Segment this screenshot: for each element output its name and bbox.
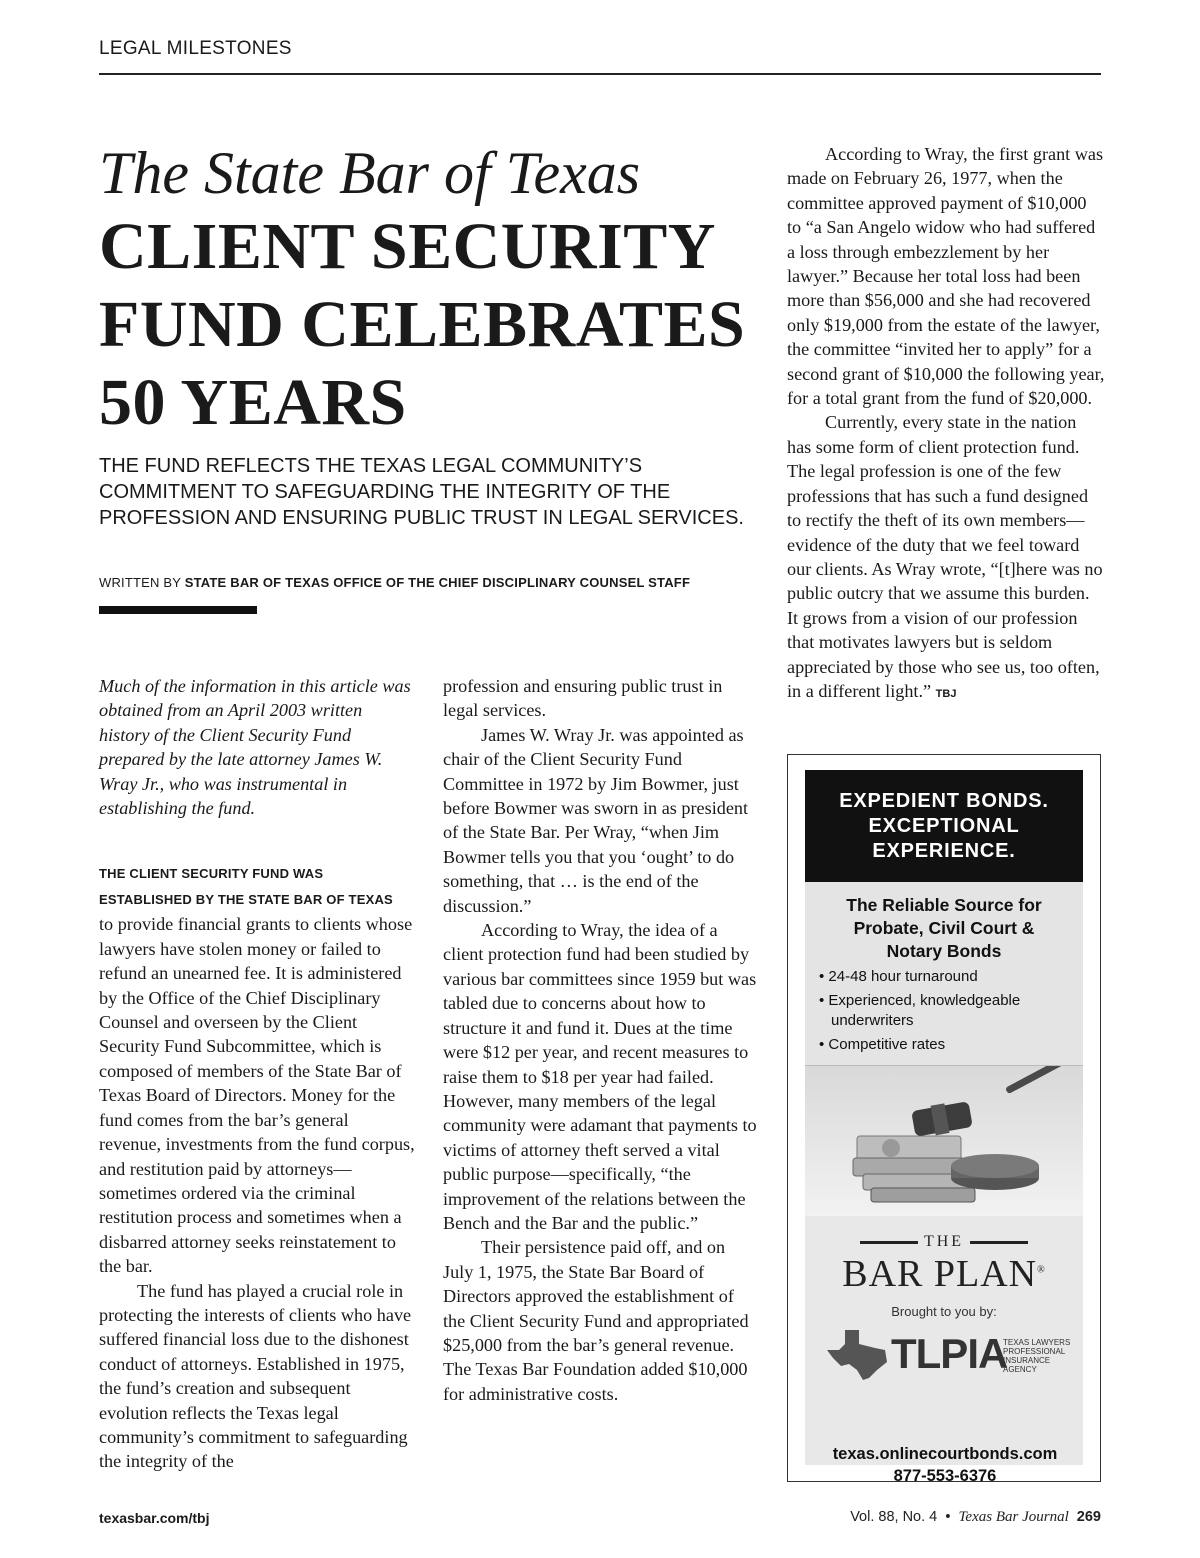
intro-note: Much of the information in this article was obtained from an April 2003 written history of the Client Security Fund prepared by the late attorney James W. Wray Jr., who was instrumental in establishing the fund. [99,676,411,819]
footer-separator: • [945,1509,951,1525]
paragraph: James W. Wray Jr. was appointed as chair of the Client Security Fund Committee in 1972 by Jim Bowmer, just before Bowmer was sworn in as president of the State Bar. Per Wray, “when Jim Bowmer tells you that you ‘ought’ to do something, that … is the end of the discussion.” [443,724,749,916]
brought-to-you-by: Brought to you by: [891,1304,997,1319]
paragraph: profession and ensuring public trust in legal services. [443,676,723,721]
byline-author: STATE BAR OF TEXAS OFFICE OF THE CHIEF DISCIPLINARY COUNSEL STAFF [184,575,691,590]
tlpia-name-line: INSURANCE [1003,1356,1051,1365]
deck-line: COMMITMENT TO SAFEGUARDING THE INTEGRITY OF THE [99,481,671,503]
ad-subhead-line: Probate, Civil Court & [853,918,1035,938]
issue-number: Vol. 88, No. 4 [850,1509,938,1525]
headline-line: FUND CELEBRATES [99,288,746,361]
end-mark: TBJ [935,687,957,700]
bar-plan-logo [805,1252,1083,1296]
ad-contact [788,1443,1102,1487]
registered-mark: ® [1037,1264,1046,1276]
paragraph: The fund has played a crucial role in protecting the interests of clients who have suffered financial loss due to the dishonest conduct of attorneys. Established in 1975, the fund’s creation and subsequent evolution reflects the Texas legal community’s commitment to safeguarding the integrity of the [99,1280,412,1472]
ad-headline [805,770,1083,882]
title-kicker: The State Bar of Texas [99,140,641,206]
ad-subhead [805,894,1083,963]
byline-prefix: WRITTEN BY [99,575,185,590]
deck-line: PROFESSION AND ENSURING PUBLIC TRUST IN LEGAL SERVICES. [99,507,744,529]
paragraph: According to Wray, the first grant was made on February 26, 1977, when the committee approved payment of $10,000 to “a San Angelo widow who had suffered a loss through embezzlement by her lawyer.” Because her total loss had been more than $56,000 and she had recovered only $19,000 from the estate of the lawyer, the committee “invited her to apply” for a second grant of $10,000 the following year, for a total grant from the fund of $20,000. [787,144,1105,409]
tlpia-wordmark: TLPIA [891,1330,1008,1377]
bar-plan-the-text: THE [923,1233,965,1250]
ad-brand-area [805,1216,1083,1465]
header-rule [99,73,1101,75]
tlpia-name-line: PROFESSIONAL [1003,1347,1066,1356]
article-column-2 [443,674,759,1406]
article-column-3 [787,142,1105,706]
bar-plan-name: BAR PLAN [842,1253,1038,1295]
lead-in: THE CLIENT SECURITY FUND WAS ESTABLISHED BY THE STATE BAR OF TEXAS [99,866,393,908]
journal-name: Texas Bar Journal [958,1509,1069,1525]
tlpia-logo [825,1326,1075,1386]
ad-headline-line: EXCEPTIONAL [868,815,1020,837]
paragraph: According to Wray, the idea of a client protection fund had been studied by various bar committees since 1959 but was tabled due to concerns about how to structure it and fund it. Dues at the time were $12 per year, and recent measures to raise them to $18 per year had failed. However, many members of the legal community were adamant that payments to victims of attorney theft served a vital public purpose—specifically, “the improvement of the relations between the Bench and the Bar and the public.” [443,920,757,1233]
ad-panel [805,770,1083,1465]
ad-url-link[interactable]: texas.onlinecourtbonds.com [832,1445,1058,1463]
paragraph-text: Currently, every state in the nation has some form of client protection fund. The legal profession is one of the few professions that has such a fund designed to rectify the theft of its own members—evidence of the duty that we feel toward our clients. As Wray wrote, “[t]here was no public outcry that we assume this burden. It grows from a vision of our profession that motivates lawyers but is seldom appreciated by those who see us, too often, in a different light.” [787,412,1103,701]
page-number: 269 [1076,1509,1101,1525]
texas-map-icon [825,1328,889,1382]
paragraph-text: to provide financial grants to clients whose lawyers have stolen money or failed to refund an unearned fee. It is administered by the Office of the Chief Disciplinary Counsel and overseen by the Client Security Fund Subcommittee, which is composed of members of the State Bar of Texas Board of Directors. Money for the fund comes from the bar’s general revenue, investments from the fund corpus, and restitution paid by attorneys—sometimes ordered via the criminal restitution process and sometimes when a disbarred attorney seeks reinstatement to the bar. [99,914,415,1277]
deck-line: THE FUND REFLECTS THE TEXAS LEGAL COMMUNITY’S [99,455,643,477]
tlpia-full-name [1003,1338,1070,1374]
headline-line: 50 YEARS [99,366,407,439]
section-label: LEGAL MILESTONES [99,38,292,59]
ad-subhead-line: Notary Bonds [886,941,1002,961]
footer-site-link[interactable]: texasbar.com/tbj [99,1510,210,1526]
ad-bullet-list [819,967,1079,1059]
gavel-icon [805,1066,1083,1216]
bond-advertisement[interactable] [787,754,1101,1485]
gavel-money-photo [805,1065,1083,1217]
headline [99,208,779,442]
ad-subhead-line: The Reliable Source for [846,895,1042,915]
ad-headline-line: EXPERIENCE. [872,840,1016,862]
byline [99,575,690,590]
tlpia-name-line: AGENCY [1003,1365,1037,1374]
ad-headline-line: EXPEDIENT BONDS. [839,790,1049,812]
ad-phone[interactable]: 877-553-6376 [893,1467,997,1485]
paragraph [787,410,1105,706]
byline-bar [99,606,257,614]
ad-bullet: • Competitive rates [819,1036,946,1053]
footer-issue-info [850,1509,1101,1526]
article-column-1 [99,674,415,1474]
paragraph: Their persistence paid off, and on July 1, 1975, the State Bar Board of Directors approved the establishment of the Client Security Fund and appropriated $25,000 from the bar’s general revenue. The Texas Bar Foundation added $10,000 for administrative costs. [443,1237,749,1404]
ad-bullet: • Experienced, knowledgeable underwriters [819,992,1021,1029]
headline-line: CLIENT SECURITY [99,210,716,283]
ad-bullet: • 24-48 hour turnaround [819,968,978,985]
bar-plan-the [849,1233,1039,1251]
deck [99,453,759,531]
tlpia-name-line: TEXAS LAWYERS [1003,1338,1071,1347]
paragraph [99,860,415,1278]
